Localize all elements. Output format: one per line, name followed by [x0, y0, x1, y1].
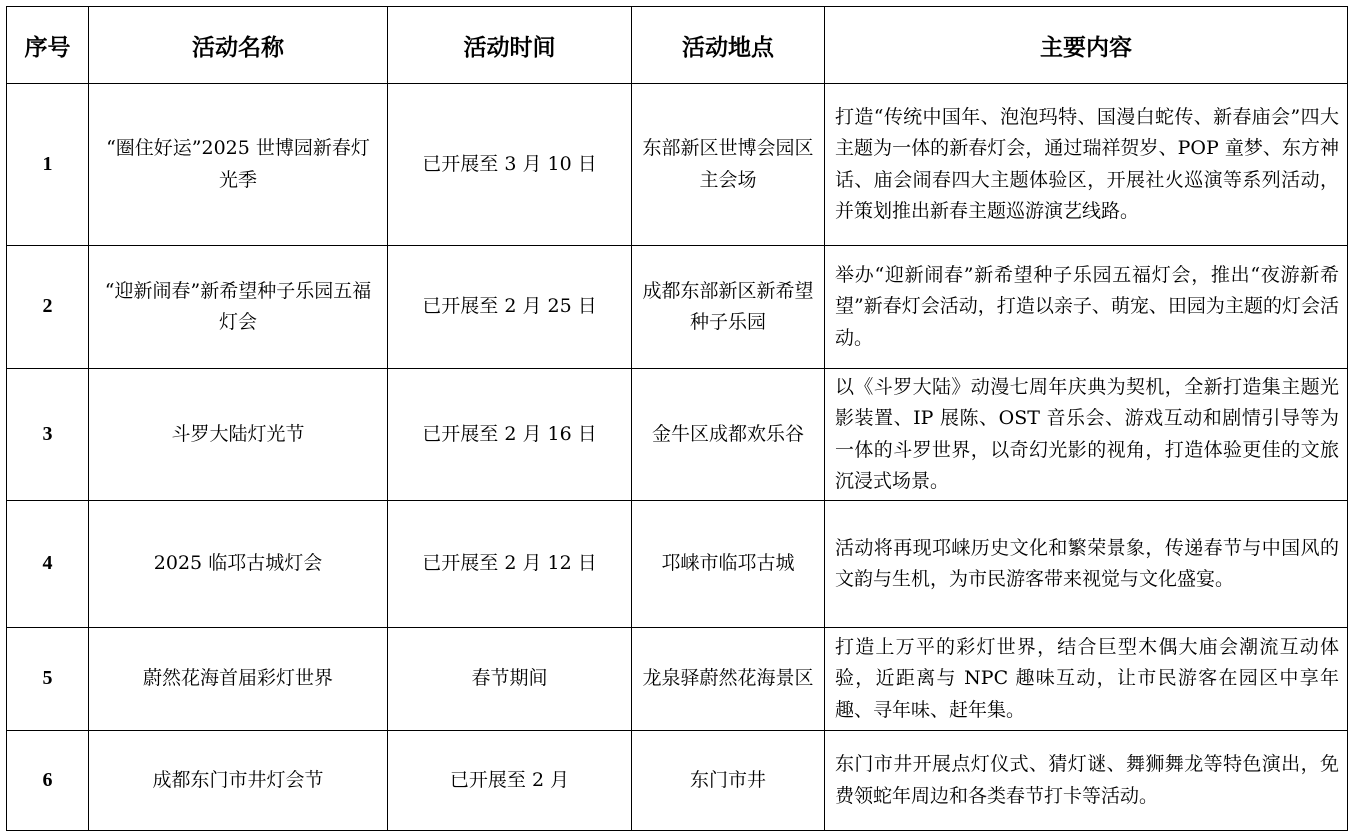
table-row	[7, 628, 1348, 731]
row-place: 成都东部新区新希望种子乐园	[632, 246, 825, 369]
header-place: 活动地点	[632, 7, 825, 84]
table-header-row	[7, 7, 1348, 84]
row-time: 已开展至 2 月	[388, 731, 632, 831]
row-content: 东门市井开展点灯仪式、猜灯谜、舞狮舞龙等特色演出，免费领蛇年周边和各类春节打卡等活动。	[825, 731, 1348, 831]
header-time: 活动时间	[388, 7, 632, 84]
row-place: 龙泉驿蔚然花海景区	[632, 628, 825, 731]
table-row	[7, 501, 1348, 628]
row-place: 东门市井	[632, 731, 825, 831]
row-time: 已开展至 3 月 10 日	[388, 84, 632, 246]
table-row	[7, 246, 1348, 369]
row-time: 已开展至 2 月 12 日	[388, 501, 632, 628]
row-time: 已开展至 2 月 16 日	[388, 369, 632, 501]
table-row	[7, 731, 1348, 831]
row-content: 活动将再现邛崃历史文化和繁荣景象，传递春节与中国风的文韵与生机，为市民游客带来视觉与文化盛宴。	[825, 501, 1348, 628]
row-time: 春节期间	[388, 628, 632, 731]
row-time: 已开展至 2 月 25 日	[388, 246, 632, 369]
row-index: 1	[7, 84, 89, 246]
row-name: 蔚然花海首届彩灯世界	[89, 628, 388, 731]
row-index: 4	[7, 501, 89, 628]
header-content: 主要内容	[825, 7, 1348, 84]
row-content: 打造“传统中国年、泡泡玛特、国漫白蛇传、新春庙会”四大主题为一体的新春灯会，通过瑞祥贺岁、POP 童梦、东方神话、庙会闹春四大主题体验区，开展社火巡演等系列活动，并策划推出新春主题巡游演艺线路。	[825, 84, 1348, 246]
row-index: 6	[7, 731, 89, 831]
row-place: 金牛区成都欢乐谷	[632, 369, 825, 501]
row-name: 2025 临邛古城灯会	[89, 501, 388, 628]
row-name: “圈住好运”2025 世博园新春灯光季	[89, 84, 388, 246]
row-index: 5	[7, 628, 89, 731]
events-table-container	[6, 6, 1348, 831]
row-content: 以《斗罗大陆》动漫七周年庆典为契机，全新打造集主题光影装置、IP 展陈、OST 音乐会、游戏互动和剧情引导等为一体的斗罗世界，以奇幻光影的视角，打造体验更佳的文旅沉浸式场景。	[825, 369, 1348, 501]
row-index: 2	[7, 246, 89, 369]
row-index: 3	[7, 369, 89, 501]
row-content: 举办“迎新闹春”新希望种子乐园五福灯会，推出“夜游新希望”新春灯会活动，打造以亲子、萌宠、田园为主题的灯会活动。	[825, 246, 1348, 369]
row-name: 成都东门市井灯会节	[89, 731, 388, 831]
row-content: 打造上万平的彩灯世界，结合巨型木偶大庙会潮流互动体验，近距离与 NPC 趣味互动，让市民游客在园区中享年趣、寻年味、赶年集。	[825, 628, 1348, 731]
row-name: 斗罗大陆灯光节	[89, 369, 388, 501]
header-index: 序号	[7, 7, 89, 84]
table-row	[7, 84, 1348, 246]
events-table	[6, 6, 1348, 831]
table-row	[7, 369, 1348, 501]
header-name: 活动名称	[89, 7, 388, 84]
row-place: 东部新区世博会园区主会场	[632, 84, 825, 246]
row-name: “迎新闹春”新希望种子乐园五福灯会	[89, 246, 388, 369]
row-place: 邛崃市临邛古城	[632, 501, 825, 628]
